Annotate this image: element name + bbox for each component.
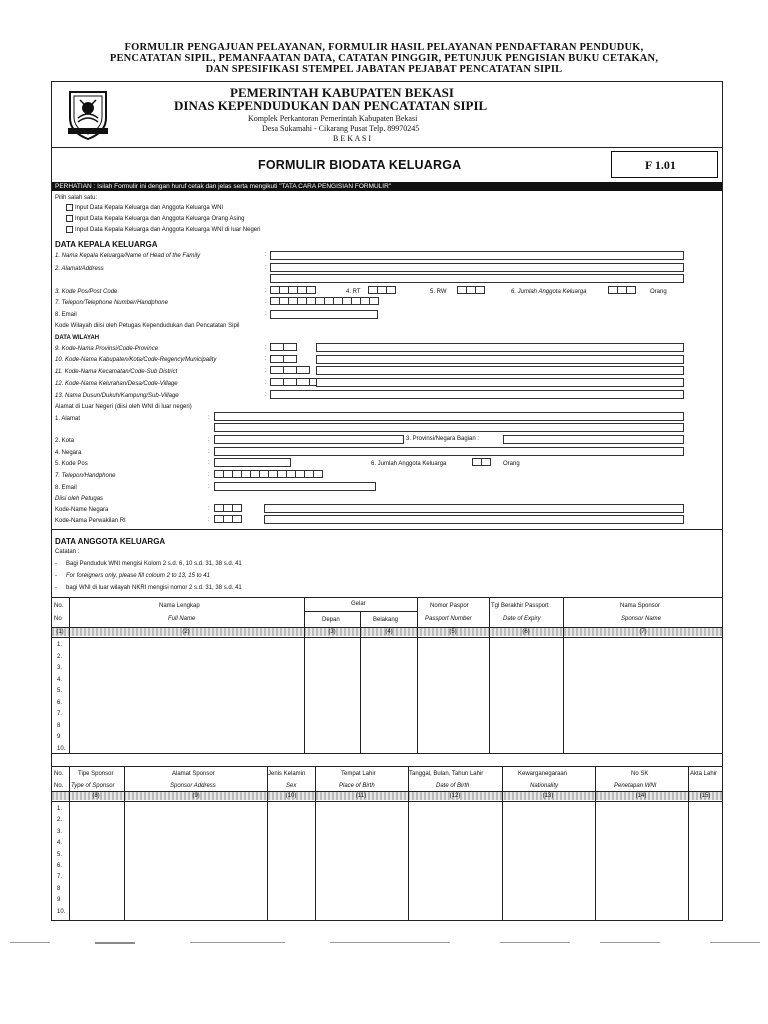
divider	[51, 147, 723, 148]
head-name-label: 1. Nama Kepala Keluarga/Name of Head of the Family	[55, 253, 201, 259]
region-district-field[interactable]	[316, 366, 684, 375]
row-number: 9	[57, 734, 61, 740]
divider	[51, 529, 723, 530]
head-rt-label: 4. RT	[346, 289, 361, 295]
row-number: 5.	[57, 851, 63, 858]
head-postcode-label: 3. Kode Pos/Post Code	[55, 289, 118, 295]
t2-address-header: Alamat Sponsor	[172, 771, 215, 777]
table2-col-divider	[315, 766, 316, 921]
t2-birthcert-header: Akta Lahir	[690, 771, 718, 777]
footer-rule	[500, 942, 570, 943]
digit-box[interactable]	[270, 378, 284, 386]
head-members-unit: Orang	[650, 289, 667, 295]
t2-type-header-en: Type of Sponsor	[71, 783, 115, 789]
row-number: 8	[57, 722, 61, 729]
abroad-city-field[interactable]	[214, 435, 404, 444]
digit-box[interactable]	[626, 286, 636, 294]
t2-birthplace-header-en: Place of Birth	[339, 783, 375, 789]
row-number: 2.	[57, 653, 63, 660]
colon: :	[265, 299, 267, 305]
members-note-2: For foreigners only, please fill coloum 2 to 13, 15 to 41	[66, 573, 210, 579]
t2-decree-header: No SK	[631, 771, 649, 777]
digit-box[interactable]	[296, 378, 310, 386]
column-number: (9)	[192, 793, 200, 799]
table2-top	[51, 766, 723, 767]
row-number: 2.	[57, 817, 63, 824]
abroad-address-field-1[interactable]	[214, 412, 684, 421]
table2-col-divider	[688, 766, 689, 921]
colon: :	[265, 311, 267, 317]
table2-col-divider	[502, 766, 503, 921]
head-email-field[interactable]	[270, 310, 378, 319]
head-name-field[interactable]	[270, 251, 684, 260]
t1-title-front: Depan	[322, 617, 340, 623]
column-number: (7)	[639, 629, 647, 635]
note-bullet: -	[55, 561, 57, 567]
row-number: 3.	[57, 828, 63, 835]
choose-label: Pilih salah satu:	[55, 195, 98, 201]
row-number: 6.	[57, 699, 63, 706]
row-number: 5.	[57, 688, 63, 694]
abroad-country-label: 4. Negara	[55, 450, 82, 456]
t2-dob-header-en: Date of Birth	[436, 783, 470, 789]
abroad-postcode-label: 5. Kode Pos	[55, 461, 88, 467]
abroad-rep-code-label: Kode-Nama Perwakilan RI	[55, 518, 126, 524]
digit-box[interactable]	[283, 378, 297, 386]
abroad-phone-label: 7. Telepon/Handphone	[55, 473, 116, 479]
table2-col-divider	[267, 766, 268, 921]
form-title: FORMULIR BIODATA KELUARGA	[258, 158, 462, 172]
agency-address-1: Komplek Perkantoran Pemerintah Kabupaten Bekasi	[248, 114, 418, 123]
t2-dob-header: Tanggal, Bulan, Tahun Lahir	[409, 771, 484, 777]
region-village-field[interactable]	[316, 378, 684, 387]
digit-box[interactable]	[386, 286, 396, 294]
table1-body-top	[51, 637, 723, 638]
column-number: (4)	[385, 629, 393, 635]
colon: :	[265, 392, 267, 398]
abroad-email-field[interactable]	[214, 482, 376, 491]
colon: :	[265, 345, 267, 351]
abroad-address-label: 1. Alamat	[55, 416, 81, 422]
head-rw-label: 5. RW	[430, 289, 447, 295]
option-checkbox-wni-abroad[interactable]	[66, 226, 73, 233]
t1-expiry-header: Tgl Berakhir Passport	[491, 603, 549, 609]
row-number: 10.	[57, 745, 66, 752]
table2-colnum-band	[52, 792, 722, 800]
region-province-field[interactable]	[316, 343, 684, 352]
region-subvillage-field[interactable]	[270, 390, 684, 399]
region-district-label: 11. Kode-Nama Kecamatan/Code-Sub District	[55, 369, 178, 375]
abroad-section-title: Alamat di Luar Negeri (diisi oleh WNI di luar negeri)	[55, 404, 192, 410]
table1-col-divider	[360, 611, 361, 753]
row-number: 6.	[57, 863, 63, 869]
row-number: 7.	[57, 874, 63, 881]
note-bullet: -	[55, 573, 57, 579]
footer-rule	[190, 942, 285, 943]
t2-sex-header-en: Sex	[286, 783, 297, 789]
colon: :	[265, 380, 267, 386]
form-heading-line-3: DAN SPESIFIKASI STEMPEL JABATAN PEJABAT PENCATATAN SIPIL	[205, 64, 563, 75]
digit-box[interactable]	[296, 366, 310, 374]
head-phone-label: 7. Telepon/Telephone Number/Handphone	[55, 300, 168, 306]
abroad-email-label: 8. Email	[55, 485, 77, 491]
column-number: (15)	[699, 793, 711, 799]
column-number: (1)	[56, 629, 64, 635]
table1-bottom	[51, 753, 723, 754]
region-regency-field[interactable]	[316, 355, 684, 364]
form-heading-line-1: FORMULIR PENGAJUAN PELAYANAN, FORMULIR HASIL PELAYANAN PENDAFTARAN PENDUDUK,	[124, 42, 644, 53]
row-number: 10.	[57, 908, 66, 915]
t2-no-header-en: No.	[54, 783, 64, 789]
row-number: 7.	[57, 711, 63, 717]
t1-title-back: Belakang	[373, 617, 399, 623]
members-note-3: bagi WNI di luar wilayah NKRI mengisi nomor 2 s.d. 31, 38 s.d. 41	[66, 585, 242, 591]
table1-gelar-rule	[304, 611, 417, 612]
option-label-wni: Input Data Kepala Keluarga dan Anggota Keluarga WNI	[75, 205, 224, 211]
digit-box[interactable]	[481, 458, 491, 466]
agency-name-line-1: PEMERINTAH KABUPATEN BEKASI	[230, 85, 454, 100]
head-address-field-1[interactable]	[270, 263, 684, 272]
table2-col-divider	[408, 766, 409, 921]
members-note-1: Bagi Penduduk WNI mengisi Kolom 2 s.d. 6, 10 s.d. 31, 38 s.d. 41	[66, 561, 242, 567]
row-number: 8	[57, 885, 61, 892]
column-number: (10)	[285, 793, 297, 799]
option-label-wni-abroad: Input Data Kepala Keluarga dan Anggota Keluarga WNI di luar Negeri	[75, 227, 261, 233]
region-regency-label: 10. Kode-Nama Kabupaten/Kota/Code-Regency/Municipality	[55, 357, 217, 363]
t2-no-header: No.	[54, 771, 64, 777]
t1-passport-header-en: Passport Number	[425, 616, 472, 622]
column-number: (13)	[542, 793, 554, 799]
digit-box[interactable]	[270, 366, 284, 374]
colon: :	[265, 252, 267, 258]
colon: :	[265, 288, 267, 294]
digit-box[interactable]	[283, 343, 297, 351]
row-number: 9	[57, 897, 61, 904]
option-checkbox-foreign[interactable]	[66, 215, 73, 222]
digit-box[interactable]	[270, 355, 284, 363]
t1-expiry-header-en: Date of Expiry	[503, 616, 541, 622]
head-email-label: 8. Email	[55, 312, 77, 318]
t2-birthplace-header: Tempat Lahir	[341, 771, 376, 777]
table2-col-divider	[69, 766, 70, 921]
column-number: (11)	[355, 793, 367, 799]
t2-type-header: Tipe Sponsor	[78, 771, 114, 777]
colon: :	[208, 415, 210, 421]
digit-box[interactable]	[369, 297, 379, 305]
table2-col-divider	[595, 766, 596, 921]
table1-col-divider	[563, 597, 564, 753]
row-number: 3.	[57, 665, 63, 671]
column-number: (2)	[182, 629, 190, 635]
colon: :	[208, 517, 210, 523]
t1-sponsor-header: Nama Sponsor	[620, 603, 661, 609]
colon: :	[208, 460, 210, 466]
column-number: (6)	[522, 629, 530, 635]
row-number: 4.	[57, 840, 63, 847]
t1-no-header-en: No	[54, 616, 62, 622]
abroad-rep-name-field[interactable]	[264, 515, 684, 524]
abroad-officer-note: Diisi oleh Petugas	[55, 496, 104, 502]
digit-box[interactable]	[306, 286, 316, 294]
notice-text: PERHATIAN : Isilah Formulir ini dengan huruf cetak dan jelas serta mengikuti "TATA CARA PENGISIAN FORMULIR"	[55, 183, 392, 190]
footer-rule	[600, 942, 660, 943]
abroad-address-field-2[interactable]	[214, 423, 684, 432]
digit-box[interactable]	[475, 286, 485, 294]
row-number: 1.	[57, 642, 63, 648]
colon: :	[265, 265, 267, 271]
colon: :	[208, 449, 210, 455]
agency-name-line-2: DINAS KEPENDUDUKAN DAN PENCATATAN SIPIL	[174, 98, 488, 113]
footer-rule	[710, 942, 760, 943]
option-checkbox-wni[interactable]	[66, 204, 73, 211]
abroad-city-label: 2. Kota	[55, 438, 75, 444]
column-number: (3)	[328, 629, 336, 635]
digit-box[interactable]	[313, 470, 323, 478]
row-number: 4.	[57, 676, 63, 683]
table1-col-divider	[304, 597, 305, 753]
digit-box[interactable]	[283, 355, 297, 363]
agency-city: B E K A S I	[333, 134, 372, 143]
colon: :	[265, 356, 267, 362]
table1-col-divider	[489, 597, 490, 753]
region-province-label: 9. Kode-Nama Provinsi/Code-Province	[55, 346, 159, 352]
t1-no-header: No.	[54, 603, 64, 609]
abroad-postcode-field[interactable]	[214, 458, 291, 467]
t2-sex-header: Jenis Kelamin	[268, 771, 306, 777]
digit-box[interactable]	[232, 504, 242, 512]
abroad-members-unit: Orang	[503, 461, 520, 467]
abroad-province-field[interactable]	[503, 435, 684, 444]
abroad-province-label: 3. Provinsi/Negara Bagian :	[406, 436, 480, 442]
region-note: Kode Wilayah diisi oleh Petugas Kependudukan dan Pencatatan Sipil	[55, 323, 240, 329]
members-notes-label: Catatan :	[55, 549, 80, 555]
region-section-title: DATA WILAYAH	[55, 335, 100, 341]
colon: :	[208, 437, 210, 443]
head-address-field-2[interactable]	[270, 274, 684, 283]
head-section-title: DATA KEPALA KELUARGA	[55, 240, 158, 249]
digit-box[interactable]	[270, 343, 284, 351]
table1-col-divider	[69, 597, 70, 753]
table1-col-divider	[417, 597, 418, 753]
colon: :	[208, 484, 210, 490]
t1-passport-header: Nomor Paspor	[430, 603, 469, 609]
table2-body-top	[51, 801, 723, 802]
row-number: 1.	[57, 806, 63, 812]
colon: :	[208, 506, 210, 512]
footer-rule	[10, 942, 50, 943]
t1-sponsor-header-en: Sponsor Name	[621, 616, 662, 622]
digit-box[interactable]	[283, 366, 297, 374]
t2-address-header-en: Sponsor Address	[170, 783, 216, 789]
abroad-country-field[interactable]	[214, 447, 684, 456]
table2-col-divider	[124, 766, 125, 921]
abroad-country-code-label: Kode-Name Negara	[55, 507, 109, 513]
abroad-country-name-field[interactable]	[264, 504, 684, 513]
option-label-foreign: Input Data Kepala Keluarga dan Anggota Keluarga Orang Asing	[75, 216, 245, 222]
t1-name-header: Nama Lengkap	[159, 603, 200, 609]
head-address-label: 2. Alamat/Address	[55, 266, 104, 272]
members-section-title: DATA ANGGOTA KELUARGA	[55, 537, 166, 546]
table1-top	[51, 597, 723, 598]
column-number: (8)	[92, 793, 100, 799]
region-subvillage-label: 13. Nama Dusun/Dukuh/Kampung/Sub-Village	[55, 393, 179, 399]
column-number: (5)	[449, 629, 457, 635]
colon: :	[265, 368, 267, 374]
column-number: (12)	[449, 793, 461, 799]
agency-address-2: Desa Sukamahi - Cikarang Pusat Telp. 89970245	[262, 124, 420, 133]
digit-box[interactable]	[232, 515, 242, 523]
t2-nationality-header: Kewarganegaraan	[518, 771, 568, 777]
t1-name-header-en: Full Name	[168, 616, 196, 622]
head-members-label: 6. Jumlah Anggota Keluarga	[511, 289, 587, 295]
form-heading-line-2: PENCATATAN SIPIL, PEMANFAATAN DATA, CATATAN PINGGIR, PETUNJUK PENGISIAN BUKU CETAKAN,	[109, 53, 659, 64]
t2-nationality-header-en: Nationality	[530, 783, 559, 789]
region-village-label: 12. Kode-Nama Kelurahan/Desa/Code-Village	[55, 381, 178, 387]
abroad-members-label: 6. Jumlah Anggota Keluarga	[371, 461, 447, 467]
form-code: F 1.01	[645, 158, 676, 172]
footer-rule	[95, 942, 135, 944]
footer-rule	[330, 942, 450, 943]
bekasi-emblem-icon	[66, 88, 110, 140]
column-number: (14)	[635, 793, 647, 799]
colon: :	[208, 472, 210, 478]
t1-title-header: Gelar	[351, 601, 366, 607]
t2-decree-header-en: Penetapan WNI	[614, 783, 657, 789]
note-bullet: -	[55, 585, 57, 591]
